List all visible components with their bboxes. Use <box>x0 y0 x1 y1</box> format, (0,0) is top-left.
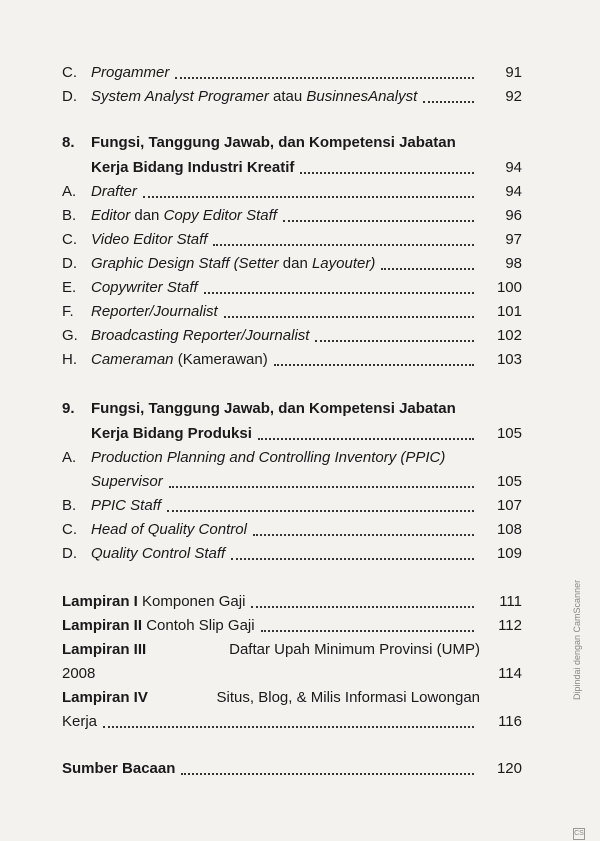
leader-dots <box>224 316 474 318</box>
appendix-text: Daftar Upah Minimum Provinsi (UMP) <box>229 641 480 658</box>
appendix-entry <box>62 687 480 709</box>
entry-letter: C. <box>62 64 77 81</box>
toc-entry <box>62 349 522 371</box>
leader-dots <box>181 773 474 775</box>
references-page: 120 <box>496 760 522 777</box>
entry-letter: G. <box>62 327 78 344</box>
references-entry <box>62 758 522 780</box>
entry-page: 97 <box>505 231 522 248</box>
entry-letter: E. <box>62 279 77 296</box>
toc-entry-cont <box>62 471 522 493</box>
entry-letter: A. <box>62 183 77 200</box>
entry-title: Head of Quality Control <box>91 521 247 538</box>
section-title: Fungsi, Tanggung Jawab, dan Kompetensi Jabatan <box>91 400 456 417</box>
appendix-label: Lampiran IV <box>62 689 148 706</box>
entry-title: Production Planning and Controlling Inventory (PPIC) <box>91 449 446 466</box>
toc-entry <box>62 229 522 251</box>
appendix-entry-cont <box>62 663 522 685</box>
appendix-entry <box>62 639 480 661</box>
section-page: 105 <box>496 425 522 442</box>
appendix-entry-cont <box>62 711 522 733</box>
leader-dots <box>204 292 474 294</box>
leader-dots <box>251 606 474 608</box>
section-page: 94 <box>505 159 522 176</box>
entry-page: 107 <box>496 497 522 514</box>
entry-letter: C. <box>62 231 77 248</box>
section-heading <box>62 132 522 154</box>
section-heading-cont <box>62 423 522 445</box>
entry-letter: D. <box>62 545 77 562</box>
camscanner-icon: CS <box>573 828 585 840</box>
entry-page: 103 <box>496 351 522 368</box>
leader-dots <box>381 268 474 270</box>
entry-letter: F. <box>62 303 74 320</box>
references-title: Sumber Bacaan <box>62 760 176 777</box>
appendix-text: Situs, Blog, & Milis Informasi Lowongan <box>216 689 480 706</box>
toc-entry <box>62 543 522 565</box>
toc-entry <box>62 62 522 84</box>
entry-title-cont: Supervisor <box>91 473 163 490</box>
entry-title: Broadcasting Reporter/Journalist <box>91 327 310 344</box>
entry-title: PPIC Staff <box>91 497 162 514</box>
appendix-page: 114 <box>498 665 522 682</box>
entry-page: 94 <box>505 183 522 200</box>
entry-letter: B. <box>62 497 77 514</box>
entry-page: 109 <box>496 545 522 562</box>
entry-letter: A. <box>62 449 77 466</box>
entry-letter: D. <box>62 88 77 105</box>
appendix-text-cont: Kerja <box>62 713 98 730</box>
leader-dots <box>300 172 474 174</box>
entry-letter: C. <box>62 521 77 538</box>
appendix-entry <box>62 615 522 637</box>
toc-entry <box>62 86 522 108</box>
toc-entry <box>62 447 522 469</box>
entry-page: 100 <box>496 279 522 296</box>
entry-title: Editor dan Copy Editor Staff <box>91 207 277 224</box>
entry-letter: B. <box>62 207 77 224</box>
toc-entry <box>62 205 522 227</box>
section-heading <box>62 398 522 420</box>
entry-title: Video Editor Staff <box>91 231 208 248</box>
entry-page: 101 <box>496 303 522 320</box>
toc-entry <box>62 253 522 275</box>
leader-dots <box>213 244 474 246</box>
entry-page: 91 <box>505 64 522 81</box>
entry-title: System Analyst Programer atau BusinnesAnalyst <box>91 88 418 105</box>
leader-dots <box>315 340 474 342</box>
appendix-title: Lampiran I Komponen Gaji <box>62 593 246 610</box>
toc-entry <box>62 495 522 517</box>
section-number: 9. <box>62 400 75 417</box>
entry-page: 96 <box>505 207 522 224</box>
leader-dots <box>143 196 474 198</box>
entry-title: Graphic Design Staff (Setter dan Layouter) <box>91 255 376 272</box>
entry-title: Copywriter Staff <box>91 279 198 296</box>
leader-dots <box>423 101 474 103</box>
section-heading-cont <box>62 157 522 179</box>
appendix-title: Lampiran II Contoh Slip Gaji <box>62 617 255 634</box>
appendix-page: 111 <box>499 593 522 610</box>
toc-entry <box>62 301 522 323</box>
entry-letter: H. <box>62 351 77 368</box>
entry-page: 98 <box>505 255 522 272</box>
toc-entry <box>62 181 522 203</box>
section-number: 8. <box>62 134 75 151</box>
leader-dots <box>261 630 474 632</box>
entry-title: Drafter <box>91 183 137 200</box>
leader-dots <box>258 438 474 440</box>
appendix-entry <box>62 591 522 613</box>
appendix-page: 112 <box>498 617 522 634</box>
entry-title: Progammer <box>91 64 170 81</box>
entry-page: 92 <box>505 88 522 105</box>
toc-entry <box>62 325 522 347</box>
entry-page: 105 <box>496 473 522 490</box>
section-title-cont: Kerja Bidang Produksi <box>91 425 252 442</box>
leader-dots <box>169 486 474 488</box>
entry-title: Cameraman (Kamerawan) <box>91 351 268 368</box>
leader-dots <box>274 364 474 366</box>
leader-dots <box>103 726 474 728</box>
entry-title: Reporter/Journalist <box>91 303 218 320</box>
toc-entry <box>62 277 522 299</box>
scanner-watermark: Dipindai dengan CamScanner <box>572 579 582 700</box>
appendix-text-cont: 2008 <box>62 665 96 682</box>
leader-dots <box>253 534 474 536</box>
leader-dots <box>167 510 474 512</box>
entry-letter: D. <box>62 255 77 272</box>
section-title-cont: Kerja Bidang Industri Kreatif <box>91 159 295 176</box>
appendix-page: 116 <box>498 713 522 730</box>
toc-entry <box>62 519 522 541</box>
leader-dots <box>283 220 474 222</box>
entry-page: 102 <box>496 327 522 344</box>
section-title: Fungsi, Tanggung Jawab, dan Kompetensi Jabatan <box>91 134 456 151</box>
leader-dots <box>231 558 474 560</box>
leader-dots <box>175 77 474 79</box>
appendix-label: Lampiran III <box>62 641 147 658</box>
entry-title: Quality Control Staff <box>91 545 226 562</box>
entry-page: 108 <box>496 521 522 538</box>
